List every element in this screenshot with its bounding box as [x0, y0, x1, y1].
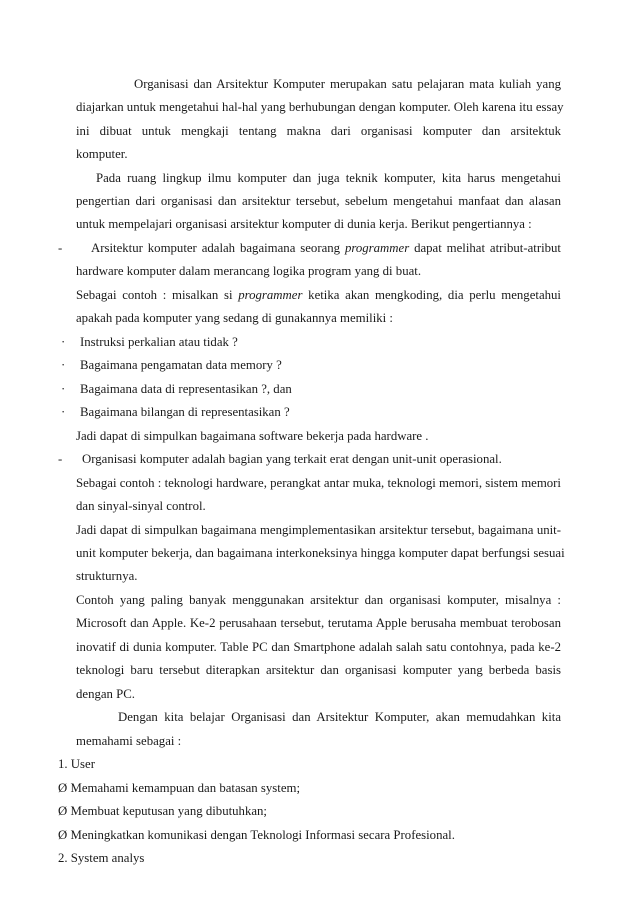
list-subitem-2: Ø Membuat keputusan yang dibutuhkan;: [58, 804, 267, 818]
example-line-2: Microsoft dan Apple. Ke-2 perusahaan tersebut, terutama Apple berusaha membuat terobosan: [76, 616, 561, 630]
bullet-marker: ·: [61, 335, 66, 349]
arsitektur-text-a: Arsitektur komputer adalah bagaimana seorang: [91, 241, 345, 255]
italic-programmer: programmer: [344, 241, 410, 255]
bullet-item-2: Bagaimana pengamatan data memory ?: [80, 358, 282, 372]
intro-line-2: diajarkan untuk mengetahui hal-hal yang berhubungan dengan komputer. Oleh karena itu essay: [76, 100, 564, 114]
example-line-4: teknologi baru tersebut diterapkan arsitektur dan organisasi komputer yang berbeda basis: [76, 663, 561, 677]
example-line-3: inovatif di dunia komputer. Table PC dan Smartphone adalah salah satu contohnya, pada ke-2: [76, 640, 561, 654]
example-text-b: ketika akan mengkoding, dia perlu mengetahui: [302, 288, 561, 302]
list-item-system-analys: 2. System analys: [58, 851, 145, 865]
list-subitem-3: Ø Meningkatkan komunikasi dengan Teknologi Informasi secara Profesional.: [58, 828, 455, 842]
benefit-line-2: memahami sebagai :: [76, 734, 182, 748]
arsitektur-line-2: hardware komputer dalam merancang logika program yang di buat.: [76, 264, 422, 278]
arsitektur-line-1: [91, 240, 561, 256]
conclusion-1: Jadi dapat di simpulkan bagaimana software bekerja pada hardware .: [76, 429, 429, 443]
intro-line-1: Organisasi dan Arsitektur Komputer merupakan satu pelajaran mata kuliah yang: [134, 77, 561, 91]
list-item-user: 1. User: [58, 757, 95, 771]
list-subitem-1: Ø Memahami kemampuan dan batasan system;: [58, 781, 301, 795]
conclusion-2-line-1: Jadi dapat di simpulkan bagaimana mengimplementasikan arsitektur tersebut, bagaimana unit-: [76, 523, 561, 537]
example-line-5: dengan PC.: [76, 687, 136, 701]
organisasi-line-1: Organisasi komputer adalah bagian yang terkait erat dengan unit-unit operasional.: [82, 452, 502, 466]
organisasi-line-3: dan sinyal-sinyal control.: [76, 499, 206, 513]
arsitektur-line-4: apakah pada komputer yang sedang di gunakannya memiliki :: [76, 311, 393, 325]
arsitektur-text-b: dapat melihat atribut-atribut: [409, 241, 561, 255]
bullet-item-3: Bagaimana data di representasikan ?, dan: [80, 382, 292, 396]
example-text-a: Sebagai contoh : misalkan si: [76, 288, 239, 302]
dash-marker: -: [58, 241, 63, 255]
italic-programmer-2: programmer: [238, 288, 303, 302]
bullet-item-1: Instruksi perkalian atau tidak ?: [80, 335, 238, 349]
dash-marker: -: [58, 452, 63, 466]
conclusion-2-line-3: strukturnya.: [76, 569, 138, 583]
intro-line-3: ini dibuat untuk mengkaji tentang makna dari organisasi komputer dan arsitektuk: [76, 124, 561, 138]
bullet-marker: ·: [61, 358, 66, 372]
organisasi-line-2: Sebagai contoh : teknologi hardware, perangkat antar muka, teknologi memori, sistem memori: [76, 476, 561, 490]
bullet-marker: ·: [61, 405, 66, 419]
scope-line-2: pengertian dari organisasi dan arsitektur tersebut, sebelum mengetahui manfaat dan alasan: [76, 194, 561, 208]
conclusion-2-line-2: unit komputer bekerja, dan bagaimana interkoneksinya hingga komputer dapat berfungsi sesuai: [76, 546, 565, 560]
scope-line-3: untuk mempelajari organisasi arsitektur komputer di dunia kerja. Berikut pengertiannya :: [76, 217, 532, 231]
benefit-line-1: Dengan kita belajar Organisasi dan Arsitektur Komputer, akan memudahkan kita: [118, 710, 561, 724]
bullet-item-4: Bagaimana bilangan di representasikan ?: [80, 405, 290, 419]
example-line-1: Contoh yang paling banyak menggunakan arsitektur dan organisasi komputer, misalnya :: [76, 593, 561, 607]
bullet-marker: ·: [61, 382, 66, 396]
arsitektur-line-3: [76, 287, 561, 303]
scope-line-1: Pada ruang lingkup ilmu komputer dan juga teknik komputer, kita harus mengetahui: [96, 171, 561, 185]
intro-line-4: komputer.: [76, 147, 128, 161]
